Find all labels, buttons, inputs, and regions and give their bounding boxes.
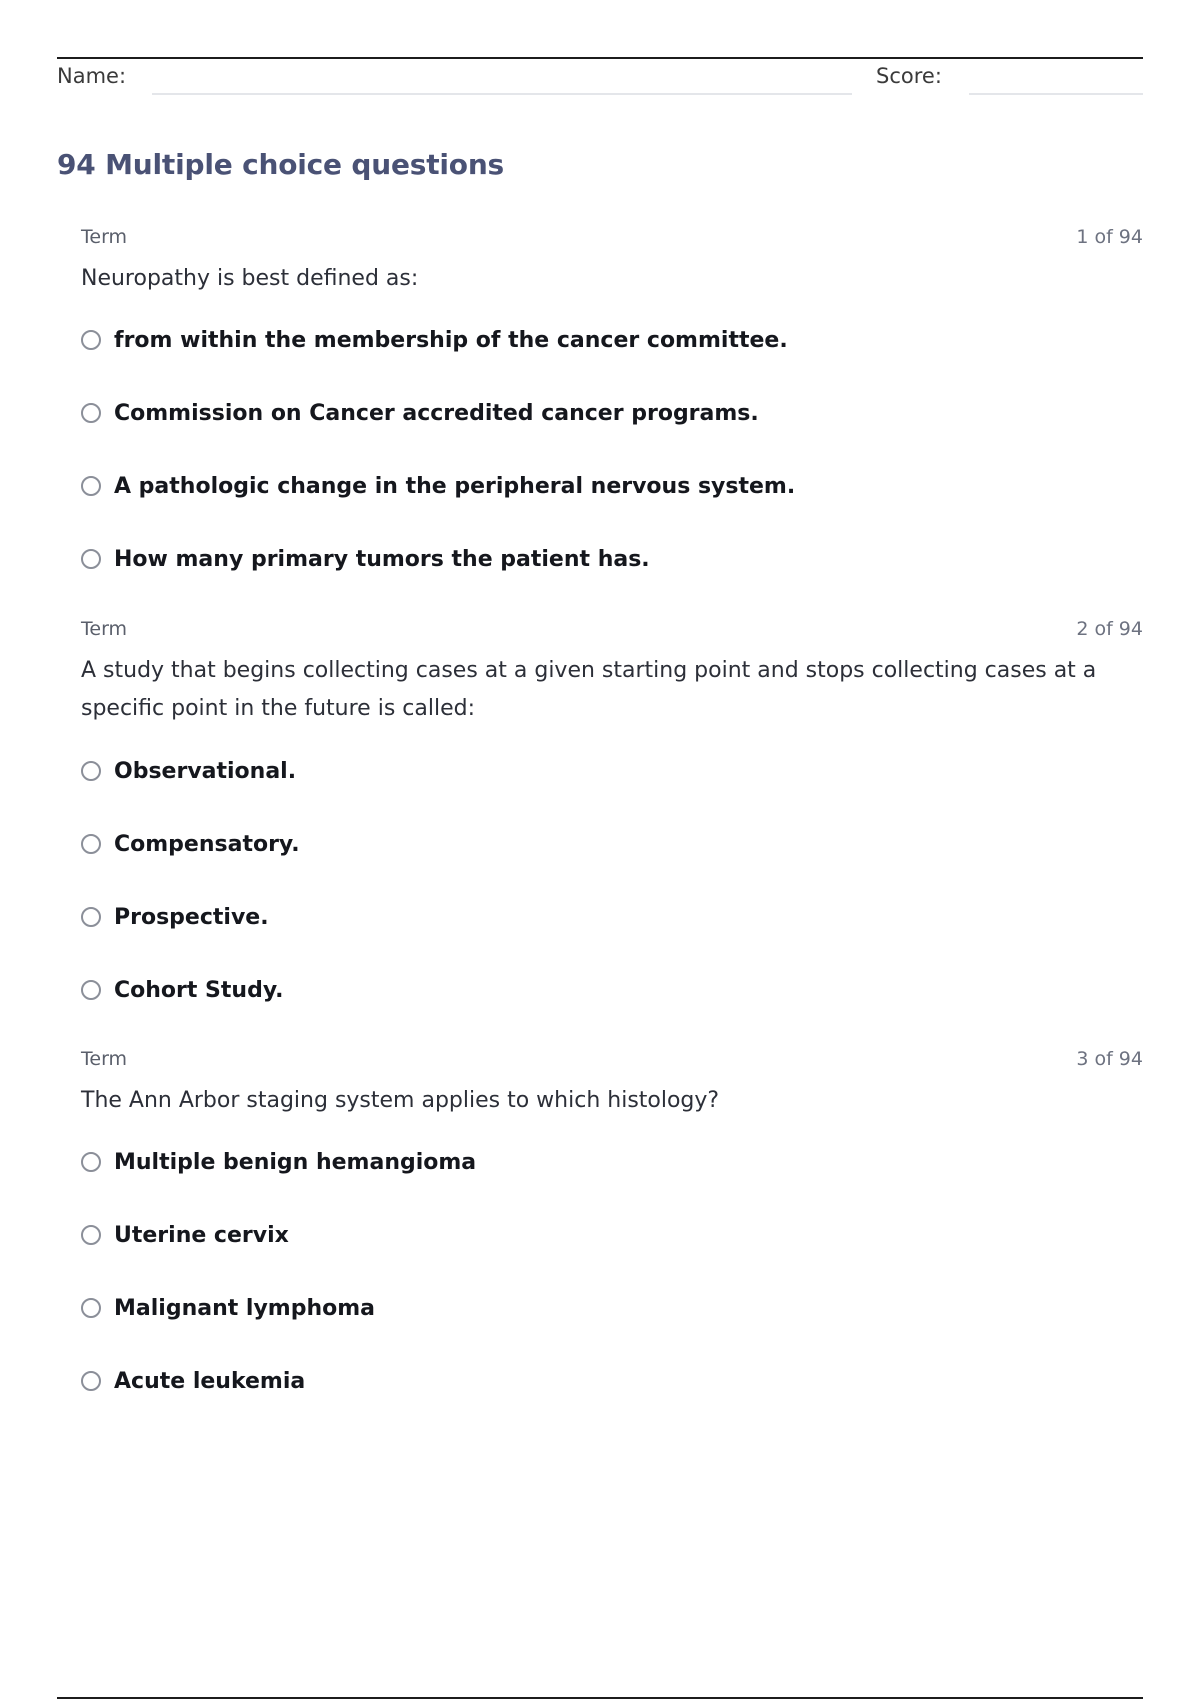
radio-button-icon[interactable] [81,403,101,423]
answer-option-label: Prospective. [114,904,269,930]
answer-option-label: Acute leukemia [114,1368,306,1394]
answer-option-label: Compensatory. [114,831,300,857]
radio-button-icon[interactable] [81,476,101,496]
header-row [57,62,1143,98]
question-text: Neuropathy is best defined as: [81,266,419,291]
answer-option[interactable] [81,1366,305,1396]
answer-option[interactable] [81,398,759,428]
top-rule [57,57,1143,59]
question-counter: 3 of 94 [1076,1048,1143,1070]
radio-button-icon[interactable] [81,761,101,781]
name-field[interactable] [152,93,852,95]
answer-option-label: Cohort Study. [114,977,284,1003]
answer-option-label: Commission on Cancer accredited cancer programs. [114,400,759,426]
answer-option[interactable] [81,975,284,1005]
answer-option-label: How many primary tumors the patient has. [114,546,650,572]
answer-option[interactable] [81,1220,289,1250]
answer-option[interactable] [81,902,269,932]
answer-option[interactable] [81,829,300,859]
question-text: A study that begins collecting cases at a given starting point and stops collecting cases at a specific point in the future is called: [81,658,1097,721]
worksheet-page [57,0,1143,1700]
answer-option-label: Multiple benign hemangioma [114,1149,477,1175]
answer-option[interactable] [81,756,296,786]
question-term-label: Term [81,618,128,640]
radio-button-icon[interactable] [81,1225,101,1245]
radio-button-icon[interactable] [81,549,101,569]
radio-button-icon[interactable] [81,907,101,927]
section-title: 94 Multiple choice questions [57,148,505,181]
answer-option[interactable] [81,471,795,501]
answer-option[interactable] [81,1147,476,1177]
answer-option-label: Malignant lymphoma [114,1295,376,1321]
answer-option[interactable] [81,325,788,355]
question-counter: 2 of 94 [1076,618,1143,640]
radio-button-icon[interactable] [81,330,101,350]
answer-option-label: Uterine cervix [114,1222,289,1248]
question-term-label: Term [81,226,128,248]
answer-option[interactable] [81,544,650,574]
answer-option[interactable] [81,1293,375,1323]
question-term-label: Term [81,1048,128,1070]
answer-option-label: A pathologic change in the peripheral nervous system. [114,473,796,499]
score-field[interactable] [969,93,1143,95]
radio-button-icon[interactable] [81,980,101,1000]
score-label: Score: [876,64,942,88]
radio-button-icon[interactable] [81,1298,101,1318]
question-counter: 1 of 94 [1076,226,1143,248]
question-text: The Ann Arbor staging system applies to which histology? [81,1088,720,1113]
radio-button-icon[interactable] [81,1371,101,1391]
answer-option-label: from within the membership of the cancer committee. [114,327,788,353]
radio-button-icon[interactable] [81,1152,101,1172]
answer-option-label: Observational. [114,758,297,784]
name-label: Name: [57,64,127,88]
bottom-rule [57,1697,1143,1699]
radio-button-icon[interactable] [81,834,101,854]
